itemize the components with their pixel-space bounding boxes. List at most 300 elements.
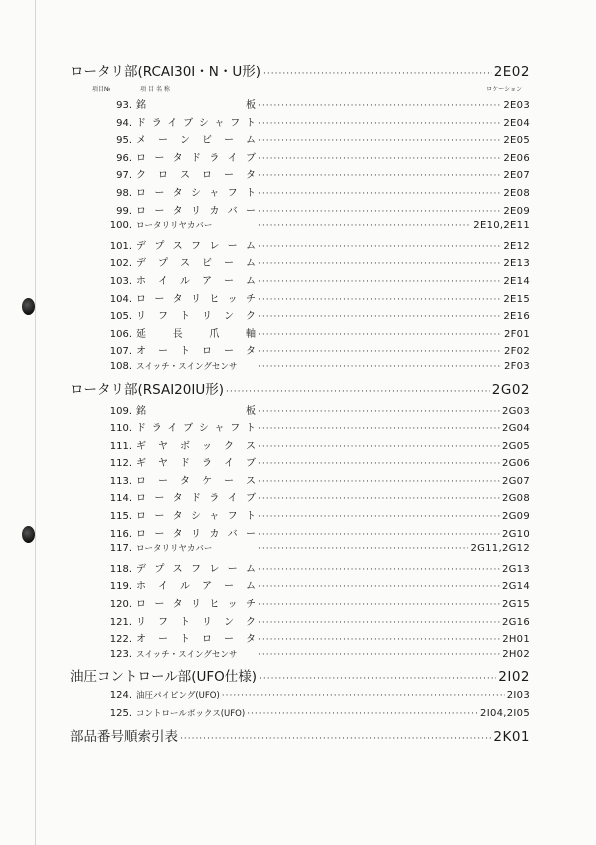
- item-location: 2E07: [503, 170, 530, 182]
- item-name-char: ロ: [136, 493, 146, 505]
- item-number: 109.: [109, 405, 132, 417]
- dot-leader: [258, 565, 500, 575]
- item-number: 106.: [109, 328, 132, 340]
- item-name-char: ー: [158, 346, 168, 358]
- dot-leader: [258, 494, 500, 504]
- index-row: [70, 707, 530, 725]
- dot-leader: [258, 119, 501, 129]
- dot-leader: [258, 171, 501, 181]
- column-header-location: ロケーション: [486, 86, 522, 93]
- item-name-char: リ: [190, 528, 201, 540]
- dot-leader: [259, 674, 496, 684]
- item-number: 111.: [109, 440, 132, 452]
- item-name: [136, 272, 256, 287]
- dot-leader: [258, 312, 501, 322]
- item-name-char: ロ: [202, 346, 212, 358]
- item-name-char: ト: [180, 346, 190, 358]
- item-name-char: ス: [172, 563, 183, 575]
- item-name-char: ロ: [136, 511, 146, 523]
- index-row: [70, 472, 530, 490]
- item-name: [136, 202, 256, 217]
- index-row: [70, 437, 530, 455]
- dot-leader: [258, 650, 500, 660]
- item-name-char: 銘: [136, 405, 146, 417]
- item-location: 2G15: [501, 599, 530, 611]
- index-row: [70, 560, 530, 578]
- dot-leader: [258, 424, 500, 434]
- dot-leader: [226, 387, 490, 397]
- item-name-char: ー: [224, 135, 234, 147]
- item-location: 2G13: [501, 563, 530, 575]
- item-number: 115.: [109, 511, 132, 523]
- item-number: 103.: [109, 275, 132, 287]
- item-name-char: ボ: [180, 440, 190, 452]
- dot-leader: [258, 207, 501, 217]
- item-name-char: ー: [227, 240, 238, 252]
- dot-leader: [258, 635, 500, 645]
- item-location: 2E14: [503, 275, 530, 287]
- item-name-char: ム: [246, 581, 256, 593]
- item-name-char: ケ: [202, 475, 212, 487]
- item-name-char: ー: [227, 563, 238, 575]
- dot-leader: [258, 544, 468, 554]
- section-heading: [70, 725, 530, 749]
- item-name-char: ッ: [227, 599, 238, 611]
- item-number: 98.: [116, 187, 132, 199]
- item-name-char: ブ: [245, 493, 256, 505]
- section-heading: [70, 60, 530, 84]
- item-name-char: ブ: [246, 458, 256, 470]
- item-name-char: ク: [136, 170, 146, 182]
- item-location: 2E05: [503, 135, 530, 147]
- item-number: 107.: [109, 346, 132, 358]
- item-name-char: ン: [224, 616, 234, 628]
- item-name-char: イ: [227, 152, 238, 164]
- item-list: [70, 402, 530, 666]
- index-row: [70, 648, 530, 666]
- item-name-char: メ: [136, 135, 146, 147]
- index-row: [70, 149, 530, 167]
- item-name-char: カ: [209, 528, 220, 540]
- index-row: [70, 577, 530, 595]
- item-name-char: ー: [154, 293, 165, 305]
- item-name: [136, 489, 256, 504]
- item-name-char: ー: [154, 511, 165, 523]
- item-name-char: タ: [180, 475, 190, 487]
- item-name-char: ロ: [136, 293, 146, 305]
- index-row: [70, 166, 530, 184]
- item-location: 2E03: [503, 100, 530, 111]
- item-name-char: ス: [180, 258, 190, 270]
- item-name-char: ブ: [245, 152, 256, 164]
- dot-leader: [258, 442, 500, 452]
- item-name-char: リ: [136, 311, 146, 323]
- item-name-char: バ: [227, 528, 238, 540]
- item-name: [136, 184, 256, 199]
- index-row: [70, 96, 530, 114]
- item-name: [136, 307, 256, 322]
- item-name-char: フ: [230, 117, 241, 129]
- section-heading: [70, 665, 530, 689]
- item-name-char: ヒ: [209, 599, 220, 611]
- item-name-char: ム: [245, 563, 256, 575]
- index-row: [70, 419, 530, 437]
- dot-leader: [263, 69, 492, 79]
- item-name-char: イ: [227, 493, 238, 505]
- item-name-char: ロ: [158, 170, 168, 182]
- item-location: 2G07: [501, 475, 530, 487]
- item-name-char: ロ: [202, 634, 212, 646]
- dot-leader: [258, 459, 500, 469]
- item-name-char: リ: [190, 205, 201, 217]
- item-name: [136, 507, 256, 522]
- index-row: [70, 114, 530, 132]
- item-name-char: ト: [180, 311, 190, 323]
- item-list: [70, 96, 530, 378]
- item-location: 2I04,2I05: [480, 708, 530, 719]
- item-name-char: ラ: [151, 423, 162, 435]
- item-name-char: デ: [136, 563, 146, 575]
- item-name-char: ス: [172, 240, 183, 252]
- dot-leader: [258, 154, 501, 164]
- item-name: スイッチ・スイングセンサ: [136, 361, 238, 372]
- item-name: [136, 237, 256, 252]
- item-name-char: ー: [224, 258, 234, 270]
- item-name-char: プ: [158, 258, 168, 270]
- item-location: 2E12: [503, 240, 530, 252]
- item-location: 2E10,2E11: [473, 220, 530, 232]
- dot-leader: [222, 691, 505, 701]
- index-row: [70, 489, 530, 507]
- item-name-char: ト: [245, 423, 256, 435]
- item-name-char: デ: [136, 258, 146, 270]
- item-name: [136, 149, 256, 164]
- item-location: 2F03: [503, 360, 530, 372]
- item-name-char: ト: [245, 117, 256, 129]
- item-number: 113.: [109, 475, 132, 487]
- dot-leader: [258, 136, 501, 146]
- item-name: [136, 114, 256, 129]
- item-name-char: ラ: [209, 152, 220, 164]
- index-row: [70, 307, 530, 325]
- item-name-char: オ: [136, 634, 146, 646]
- item-name-char: ヤ: [158, 440, 168, 452]
- item-name-char: ル: [180, 581, 190, 593]
- dot-leader: [258, 477, 500, 487]
- item-location: 2G04: [501, 423, 530, 435]
- item-name-char: ル: [180, 275, 190, 287]
- item-name-char: チ: [245, 599, 256, 611]
- item-number: 124.: [109, 690, 132, 702]
- item-name-char: ヒ: [209, 293, 220, 305]
- item-name-char: ー: [245, 205, 256, 217]
- item-name-char: ー: [154, 187, 165, 199]
- item-name: ロータリリヤカバー: [136, 221, 213, 232]
- item-name: [136, 454, 256, 469]
- section-location: 2I02: [498, 669, 530, 686]
- item-name-char: ド: [136, 423, 146, 435]
- item-name-char: ヤ: [158, 458, 168, 470]
- item-name-char: イ: [224, 458, 234, 470]
- item-name-char: ラ: [209, 493, 220, 505]
- item-name-char: ホ: [136, 275, 146, 287]
- item-name: [136, 402, 256, 417]
- item-name-char: ー: [154, 205, 165, 217]
- item-name-char: ロ: [136, 599, 146, 611]
- index-content: [70, 60, 530, 749]
- item-name: [136, 613, 256, 628]
- item-name-char: リ: [190, 599, 201, 611]
- item-location: 2E08: [503, 187, 530, 199]
- item-name: [136, 254, 256, 269]
- item-number: 102.: [109, 258, 132, 270]
- item-number: 114.: [109, 493, 132, 505]
- dot-leader: [180, 734, 491, 744]
- item-name-char: シ: [198, 117, 209, 129]
- item-location: 2I03: [506, 690, 530, 702]
- dot-leader: [258, 582, 500, 592]
- item-name-char: イ: [158, 275, 168, 287]
- item-name-char: タ: [172, 187, 183, 199]
- item-name-char: ム: [246, 275, 256, 287]
- item-name: [136, 342, 256, 357]
- item-location: 2G11,2G12: [470, 543, 530, 555]
- item-name-char: ム: [246, 135, 256, 147]
- section-title: 部品番号順索引表: [70, 728, 178, 745]
- item-name-char: ー: [154, 599, 165, 611]
- item-number: 97.: [116, 170, 132, 182]
- item-number: 112.: [109, 458, 132, 470]
- item-number: 101.: [109, 240, 132, 252]
- item-name-char: ロ: [136, 528, 146, 540]
- item-name-char: 銘: [136, 100, 146, 111]
- item-number: 94.: [116, 117, 132, 129]
- item-name-char: ビ: [202, 258, 212, 270]
- item-name-char: シ: [190, 511, 201, 523]
- item-name: コントロールボックス(UFO): [136, 709, 246, 719]
- index-row: [70, 219, 530, 237]
- item-name-char: 板: [246, 100, 256, 111]
- item-name-char: フ: [190, 563, 201, 575]
- item-name-char: ー: [154, 152, 165, 164]
- index-row: [70, 325, 530, 343]
- dot-leader: [258, 101, 501, 111]
- binding-margin-line: [35, 0, 36, 845]
- item-name-char: フ: [227, 187, 238, 199]
- item-name-char: ド: [136, 117, 146, 129]
- item-name-char: シ: [198, 423, 209, 435]
- column-header-item-no: 項目№: [92, 86, 111, 93]
- section-location: 2G02: [491, 381, 530, 398]
- item-name-char: タ: [172, 205, 183, 217]
- item-name-char: ト: [180, 634, 190, 646]
- section-location: 2E02: [493, 64, 530, 80]
- item-name-char: ャ: [214, 117, 225, 129]
- item-name-char: ク: [246, 311, 256, 323]
- item-location: 2G06: [501, 458, 530, 470]
- dot-leader: [247, 709, 478, 719]
- item-name-char: タ: [172, 293, 183, 305]
- item-name-char: レ: [209, 563, 220, 575]
- index-row: [70, 630, 530, 648]
- item-name-char: タ: [172, 493, 183, 505]
- item-location: 2G14: [501, 581, 530, 593]
- section-heading: [70, 378, 530, 402]
- dot-leader: [258, 277, 501, 287]
- item-name-char: プ: [154, 240, 165, 252]
- dot-leader: [258, 221, 471, 231]
- item-number: 122.: [109, 634, 132, 646]
- item-number: 108.: [109, 360, 132, 372]
- item-location: 2E16: [503, 311, 530, 323]
- index-row: [70, 689, 530, 707]
- item-number: 125.: [109, 708, 132, 719]
- item-name-char: ブ: [183, 423, 194, 435]
- index-row: [70, 254, 530, 272]
- item-number: 117.: [109, 543, 132, 555]
- item-name: [136, 560, 256, 575]
- item-name-char: フ: [190, 240, 201, 252]
- item-number: 105.: [109, 311, 132, 323]
- item-name-char: リ: [136, 616, 146, 628]
- item-name-char: ロ: [136, 187, 146, 199]
- item-name: 油圧パイピング(UFO): [136, 691, 220, 702]
- item-name-char: ク: [224, 440, 234, 452]
- dot-leader: [258, 512, 500, 522]
- punch-hole-icon: [22, 298, 35, 315]
- item-name: [136, 437, 256, 452]
- item-name-char: バ: [227, 205, 238, 217]
- item-name-char: イ: [158, 581, 168, 593]
- item-name-char: タ: [246, 634, 256, 646]
- item-location: 2F02: [503, 346, 530, 358]
- index-row: [70, 402, 530, 420]
- item-location: 2G09: [501, 511, 530, 523]
- item-location: 2F01: [503, 328, 530, 340]
- item-name-char: デ: [136, 240, 146, 252]
- dot-leader: [258, 407, 500, 417]
- item-name-char: ア: [202, 581, 212, 593]
- item-name-char: シ: [190, 187, 201, 199]
- index-row: [70, 542, 530, 560]
- item-number: 99.: [116, 205, 132, 217]
- item-name-char: リ: [190, 293, 201, 305]
- item-location: 2E13: [503, 258, 530, 270]
- section-location: 2K01: [493, 728, 530, 745]
- item-location: 2G05: [501, 440, 530, 452]
- index-row: [70, 525, 530, 543]
- item-name-char: フ: [227, 511, 238, 523]
- item-name-char: ビ: [202, 135, 212, 147]
- item-number: 93.: [116, 100, 132, 111]
- dot-leader: [258, 189, 501, 199]
- item-name-char: タ: [172, 599, 183, 611]
- item-location: 2G03: [501, 405, 530, 417]
- item-name-char: ア: [202, 275, 212, 287]
- item-name-char: ロ: [136, 152, 146, 164]
- item-name-char: ラ: [202, 458, 212, 470]
- item-number: 119.: [109, 581, 132, 593]
- dot-leader: [258, 600, 500, 610]
- item-name-char: 長: [172, 328, 183, 340]
- item-name-char: ロ: [136, 205, 146, 217]
- item-name-char: ー: [158, 135, 168, 147]
- item-name-char: ホ: [136, 581, 146, 593]
- item-name-char: フ: [158, 616, 168, 628]
- item-name-char: チ: [245, 293, 256, 305]
- item-name-char: ー: [224, 170, 234, 182]
- item-name-char: ー: [154, 493, 165, 505]
- item-location: 2G08: [501, 493, 530, 505]
- item-name: スイッチ・スイングセンサ: [136, 649, 238, 660]
- item-name: [136, 419, 256, 434]
- item-name-char: 軸: [245, 328, 256, 340]
- index-row: [70, 272, 530, 290]
- item-location: 2E06: [503, 152, 530, 164]
- item-number: 95.: [116, 135, 132, 147]
- dot-leader: [258, 259, 501, 269]
- item-name: [136, 131, 256, 146]
- item-name-char: ッ: [202, 440, 212, 452]
- dot-leader: [258, 618, 500, 628]
- item-name-char: タ: [172, 152, 183, 164]
- index-row: [70, 613, 530, 631]
- item-location: 2G10: [501, 528, 530, 540]
- item-list: [70, 689, 530, 724]
- item-name: [136, 325, 256, 340]
- dot-leader: [258, 330, 502, 340]
- item-number: 100.: [109, 220, 132, 232]
- item-name-char: ド: [180, 458, 190, 470]
- item-name-char: タ: [246, 346, 256, 358]
- item-name-char: ン: [180, 135, 190, 147]
- index-row: [70, 237, 530, 255]
- item-name-char: 爪: [209, 328, 220, 340]
- item-name-char: 板: [246, 405, 256, 417]
- index-row: [70, 507, 530, 525]
- item-name-char: フ: [230, 423, 241, 435]
- item-name-char: ー: [158, 475, 168, 487]
- item-name: [136, 577, 256, 592]
- item-name-char: ド: [190, 152, 201, 164]
- item-number: 104.: [109, 293, 132, 305]
- item-name-char: ー: [224, 475, 234, 487]
- item-name-char: ラ: [151, 117, 162, 129]
- item-name-char: ー: [224, 634, 234, 646]
- index-row: [70, 595, 530, 613]
- item-name: [136, 472, 256, 487]
- item-name-char: 延: [136, 328, 146, 340]
- column-header: [70, 84, 530, 96]
- dot-leader: [258, 242, 501, 252]
- item-name-char: ト: [180, 616, 190, 628]
- item-location: 2H02: [502, 648, 530, 660]
- item-name-char: ャ: [209, 187, 220, 199]
- item-name: ロータリリヤカバー: [136, 544, 213, 555]
- item-name-char: イ: [167, 423, 178, 435]
- dot-leader: [258, 295, 501, 305]
- item-name-char: ト: [245, 511, 256, 523]
- index-row: [70, 131, 530, 149]
- item-name-char: ー: [224, 346, 234, 358]
- item-number: 118.: [109, 563, 132, 575]
- item-location: 2E15: [503, 293, 530, 305]
- item-number: 110.: [109, 423, 132, 435]
- dot-leader: [258, 530, 500, 540]
- item-name-char: フ: [158, 311, 168, 323]
- item-name-char: プ: [154, 563, 165, 575]
- item-name-char: ム: [246, 258, 256, 270]
